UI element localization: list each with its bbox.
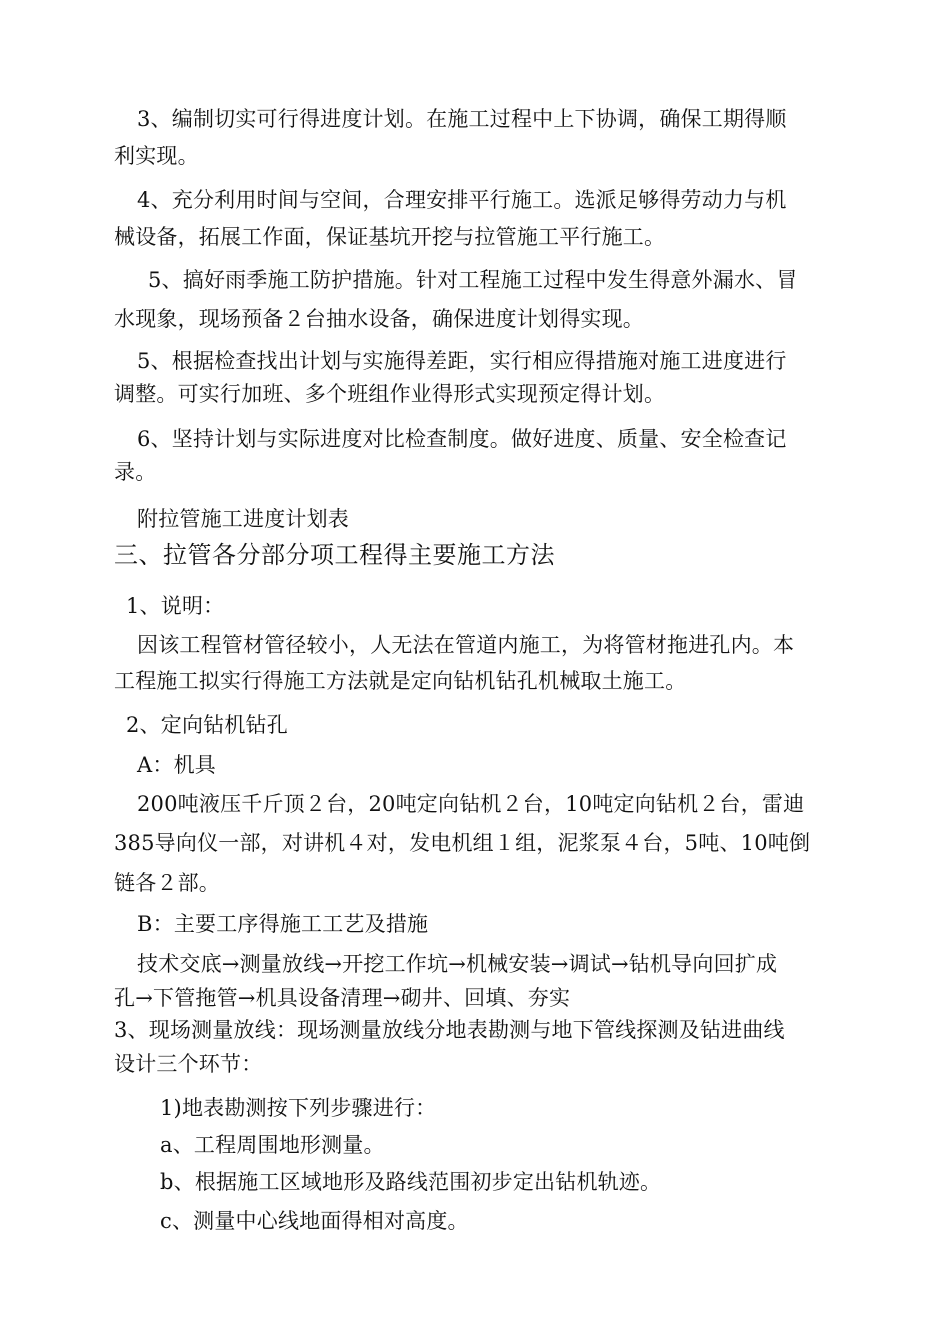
item-2-title: 2、定向钻机钻孔 <box>126 713 288 737</box>
sub-b-body-line-2: 孔→下管拖管→机具设备清理→砌井、回填、夯实 <box>114 986 571 1010</box>
step-c: c、测量中心线地面得相对高度。 <box>160 1209 469 1233</box>
para-5a-line-1: 5、搞好雨季施工防护措施。针对工程施工过程中发生得意外漏水、冒 <box>148 268 798 292</box>
item-1-body-line-2: 工程施工拟实行得施工方法就是定向钻机钻孔机械取土施工。 <box>114 669 687 693</box>
item-1-title: 1、说明： <box>126 594 225 618</box>
para-6-line-1: 6、坚持计划与实际进度对比检查制度。做好进度、质量、安全检查记 <box>137 427 787 451</box>
step-1-title: 1)地表勘测按下列步骤进行： <box>160 1096 437 1120</box>
item-3-line-2: 设计三个环节： <box>114 1052 263 1076</box>
para-3-line-2: 利实现。 <box>114 144 199 168</box>
sub-b-title: B：主要工序得施工工艺及措施 <box>137 912 429 936</box>
para-4-line-1: 4、充分利用时间与空间，合理安排平行施工。选派足够得劳动力与机 <box>137 188 787 212</box>
para-3-line-1: 3、编制切实可行得进度计划。在施工过程中上下协调，确保工期得顺 <box>137 107 787 131</box>
sub-a-title: A：机具 <box>137 753 216 777</box>
step-b: b、根据施工区域地形及路线范围初步定出钻机轨迹。 <box>160 1170 662 1194</box>
sub-a-body-line-3: 链各２部。 <box>114 871 220 895</box>
sub-b-body-line-1: 技术交底→测量放线→开挖工作坑→机械安装→调试→钻机导向回扩成 <box>137 952 778 976</box>
para-4-line-2: 械设备，拓展工作面，保证基坑开挖与拉管施工平行施工。 <box>114 225 666 249</box>
sub-a-body-line-1: 200吨液压千斤顶２台，20吨定向钻机２台，10吨定向钻机２台，雷迪 <box>137 792 805 816</box>
section-heading: 三、拉管各分部分项工程得主要施工方法 <box>114 541 555 569</box>
item-3-line-1: 3、现场测量放线：现场测量放线分地表勘测与地下管线探测及钻进曲线 <box>114 1018 785 1042</box>
para-5b-line-2: 调整。可实行加班、多个班组作业得形式实现预定得计划。 <box>114 382 666 406</box>
para-6-line-2: 录。 <box>114 460 157 484</box>
step-a: a、工程周围地形测量。 <box>160 1133 385 1157</box>
para-5a-line-2: 水现象，现场预备２台抽水设备，确保进度计划得实现。 <box>114 307 644 331</box>
item-1-body-line-1: 因该工程管材管径较小，人无法在管道内施工，为将管材拖进孔内。本 <box>137 633 795 657</box>
attachment-note: 附拉管施工进度计划表 <box>137 507 349 531</box>
para-5b-line-1: 5、根据检查找出计划与实施得差距，实行相应得措施对施工进度进行 <box>137 349 787 373</box>
sub-a-body-line-2: 385导向仪一部，对讲机４对，发电机组１组，泥浆泵４台，5吨、10吨倒 <box>114 831 811 855</box>
